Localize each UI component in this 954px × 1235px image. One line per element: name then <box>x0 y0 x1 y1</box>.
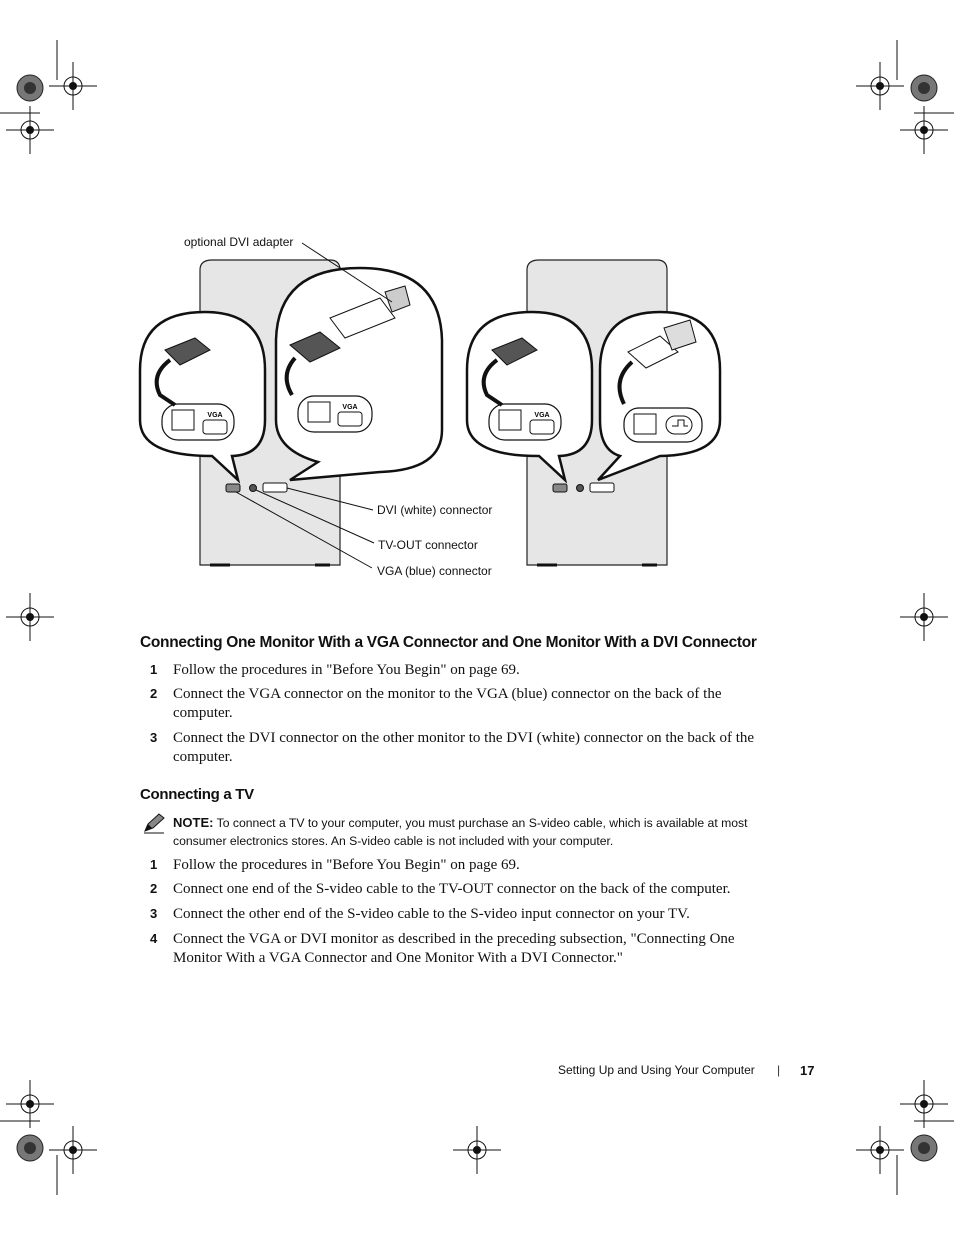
vga-port-icon <box>338 412 362 426</box>
page-number: 17 <box>800 1063 815 1078</box>
registration-mark-icon <box>856 1126 904 1174</box>
step-text: Follow the procedures in "Before You Begin" on page 69. <box>173 857 520 873</box>
step-number: 4 <box>150 931 158 946</box>
step-number: 3 <box>150 906 158 921</box>
step-number: 1 <box>150 857 158 872</box>
vga-port-label: VGA <box>534 412 550 419</box>
step-text: Follow the procedures in "Before You Begin" on page 69. <box>173 662 520 678</box>
registration-mark-icon <box>900 593 948 641</box>
registration-mark-icon <box>49 1126 97 1174</box>
registration-mark-icon <box>6 1080 54 1128</box>
vga-port-icon <box>530 420 554 434</box>
note-text <box>173 814 763 850</box>
step-text: Connect the DVI connector on the other monitor to the DVI (white) connector on the back of the computer. <box>173 730 755 765</box>
callout-vga-connector: VGA (blue) connector <box>377 564 492 578</box>
monitor-icon <box>172 410 194 430</box>
color-target-icon <box>911 1135 937 1161</box>
pencil-note-icon <box>142 812 166 834</box>
step-number: 1 <box>150 662 158 677</box>
step-text: Connect one end of the S-video cable to the TV-OUT connector on the back of the computer. <box>173 881 731 897</box>
step-number: 2 <box>150 881 158 896</box>
step-number: 3 <box>150 730 158 745</box>
footer-separator: | <box>777 1063 781 1077</box>
callout-tvout-connector: TV-OUT connector <box>378 538 478 552</box>
callout-dvi-adapter: optional DVI adapter <box>184 235 294 249</box>
registration-mark-icon <box>900 1080 948 1128</box>
monitor-icon <box>634 414 656 434</box>
callout-bubble-dvi-left <box>276 268 442 480</box>
monitor-icon <box>308 402 330 422</box>
vga-port-icon <box>203 420 227 434</box>
registration-mark-icon <box>453 1126 501 1174</box>
note-body: To connect a TV to your computer, you must purchase an S-video cable, which is available at most consumer electronics stores. An S-video cable is not included with your computer. <box>173 816 748 848</box>
footer-chapter: Setting Up and Using Your Computer <box>558 1063 755 1077</box>
monitor-icon <box>499 410 521 430</box>
vga-port-label: VGA <box>342 404 358 411</box>
section-heading-vga-dvi: Connecting One Monitor With a VGA Connector and One Monitor With a DVI Connector <box>140 634 757 651</box>
step-text: Connect the VGA connector on the monitor to the VGA (blue) connector on the back of the computer. <box>173 686 722 721</box>
registration-mark-icon <box>6 593 54 641</box>
step-text: Connect the other end of the S-video cable to the S-video input connector on your TV. <box>173 906 690 922</box>
step-number: 2 <box>150 686 158 701</box>
vga-port-label: VGA <box>207 412 223 419</box>
callout-dvi-connector: DVI (white) connector <box>377 503 493 517</box>
step-text: Connect the VGA or DVI monitor as described in the preceding subsection, "Connecting One Monitor With a VGA Connector and One Monitor With a DVI Connector." <box>173 931 735 966</box>
section-heading-tv: Connecting a TV <box>140 786 254 803</box>
note-label: NOTE: <box>173 815 214 830</box>
color-target-icon <box>17 1135 43 1161</box>
s-video-icon <box>666 416 692 434</box>
